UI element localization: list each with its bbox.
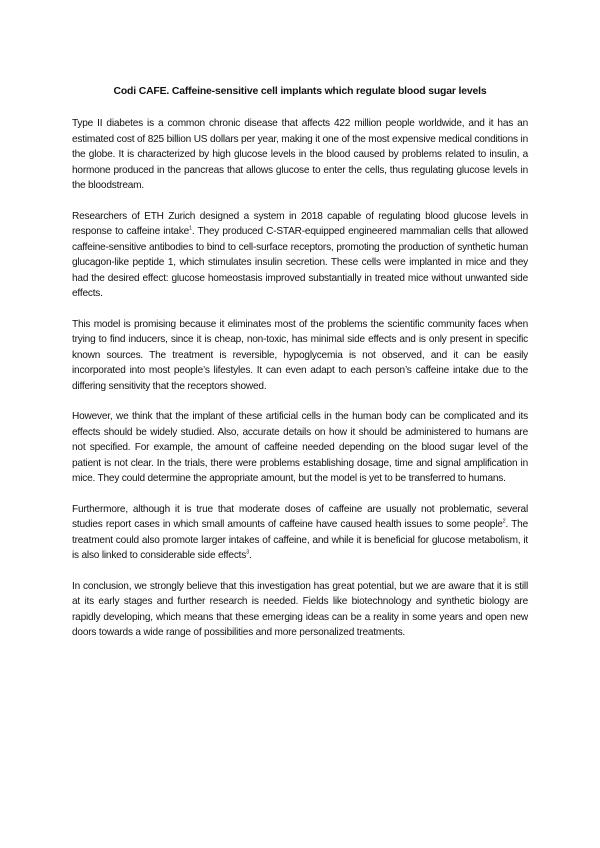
paragraph-text: . [249,550,252,561]
paragraph-text: Researchers of ETH Zurich designed a system in 2018 capable of regulating blood glucose levels in response to caffeine intake [72,210,528,237]
paragraph-type2-diabetes [72,116,528,194]
paragraph-however-concerns [72,409,528,487]
footnote-ref-1: 1 [188,225,192,232]
document-title: Codi CAFE. Caffeine-sensitive cell implants which regulate blood sugar levels [113,86,487,97]
paragraph-conclusion [72,579,528,641]
paragraph-text: . The treatment could also promote larger intakes of caffeine, and while it is beneficial for glucose metabolism, it is also linked to considerable side effects [72,519,528,561]
footnote-ref-2: 2 [502,518,506,525]
paragraph-model-promising [72,317,528,395]
paragraph-eth-zurich-research [72,209,528,302]
paragraph-text: Furthermore, although it is true that moderate doses of caffeine are usually not problematic, several studies report cases in which small amounts of caffeine have caused health issues to some people [72,503,528,530]
paragraph-text: However, we think that the implant of these artificial cells in the human body can be complicated and its effects should be widely studied. Also, accurate details on how it should be administered to humans are not specified. For example, the amount of caffeine needed depending on the blood sugar level of the patient is not clear. In the trials, there were problems establishing dosage, time and signal amplification in mice. They could determine the appropriate amount, but the model is yet to be transferred to humans. [72,411,528,484]
paragraph-text: . They produced C-STAR-equipped engineered mammalian cells that allowed caffeine-sensitive antibodies to bind to cell-surface receptors, promoting the production of synthetic human glucagon-like peptide 1, which stimulates insulin secretion. These cells were implanted in mice and they had the desired effect: glucose homeostasis improved substantially in treated mice without unwanted side effects. [72,226,528,299]
paragraph-furthermore-side-effects [72,502,528,564]
footnote-ref-3: 3 [246,549,249,556]
paragraph-text: This model is promising because it eliminates most of the problems the scientific community faces when trying to find inducers, since it is cheap, non-toxic, has minimal side effects and is only present in specific known sources. The treatment is reversible, hypoglycemia is not observed, and it can be easily incorporated into most people’s lifestyles. It can even adapt to each person’s caffeine intake due to the differing sensitivity that the receptors showed. [72,318,528,392]
paragraph-text: Type II diabetes is a common chronic disease that affects 422 million people worldwide, and it has an estimated cost of 825 billion US dollars per year, making it one of the most expensive medical conditions in the globe. It is characterized by high glucose levels in the blood caused by problems related to insulin, a hormone produced in the pancreas that allows glucose to enter the cells, thus regulating glucose levels in the bloodstream. [72,118,528,191]
paragraph-text: In conclusion, we strongly believe that this investigation has great potential, but we are aware that it is still at its early stages and further research is needed. Fields like biotechnology and synthetic biology are rapidly developing, which means that these emerging ideas can be a reality in some years and open new doors towards a wide range of possibilities and more personalized treatments. [72,580,528,638]
